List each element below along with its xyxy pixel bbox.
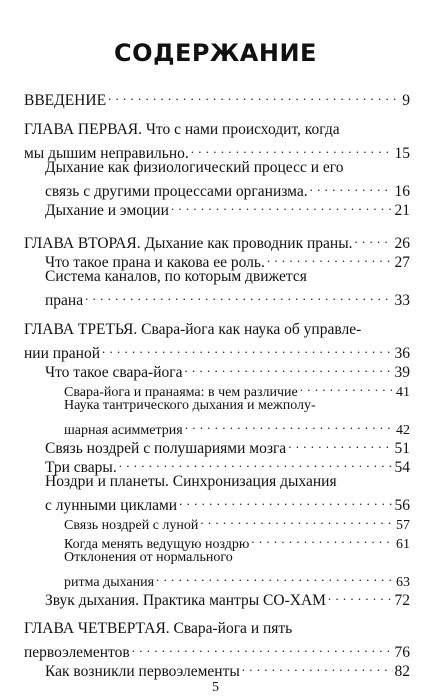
toc-entry-page: 9 [402,92,410,109]
leader-dots [85,286,392,305]
leader-dots [156,567,394,586]
leader-dots [185,358,393,377]
leader-dots [191,139,393,158]
toc-entry-page: 39 [394,364,410,381]
toc-entry-page: 72 [394,592,410,609]
toc-entry [45,657,410,681]
toc-entry-text: Когда менять ведущую ноздрю [64,537,250,552]
toc-entry [45,267,410,286]
leader-dots [242,657,393,676]
leader-dots [354,229,392,248]
toc-entry-text: Ноздри и планеты. Синхронизация дыхания [45,473,337,490]
toc-entry [24,86,410,110]
toc-entry-text: с лунными циклами [45,497,178,514]
toc-entry-page: 42 [396,423,410,438]
toc-entry-page: 76 [394,644,410,661]
toc-entry-page: 51 [394,440,410,457]
toc-entry-text: Что такое прана и какова ее роль. [45,254,265,271]
toc-entry-text: нии праной [24,345,101,362]
toc-entry-page: 56 [394,497,410,514]
toc-entry [24,320,410,339]
toc-entry [64,396,410,415]
toc-entry [24,619,410,638]
toc-entry-text: первоэлементов [24,644,130,661]
toc-entry-text: ГЛАВА ПЕРВАЯ. Что с нами происходит, когда [24,121,340,138]
leader-dots [310,177,393,196]
leader-dots [300,377,394,396]
toc-entry-text: связь с другими процессами организма. [45,183,308,200]
toc-entry-page: 16 [394,183,410,200]
leader-dots [200,510,394,529]
toc-entry-text: Звук дыхания. Практика мантры СО-ХАМ [45,592,326,609]
toc-entry [45,472,410,491]
leader-dots [171,196,393,215]
toc-entry [24,120,410,139]
toc-entry-text: Система каналов, по которым движется [45,268,307,285]
toc-entry-page: 61 [396,537,410,552]
toc-entry-page: 21 [394,202,410,219]
leader-dots [119,453,393,472]
toc-entry-text: ГЛАВА ВТОРАЯ. Дыхание как проводник праны. [24,235,353,252]
toc-entry-page: 36 [394,345,410,362]
toc-entry-text: Что такое свара-йога [45,364,183,381]
toc-entry-text: Отклонения от нормального [64,550,233,565]
toc-entry-page: 54 [394,459,410,476]
leader-dots [179,491,392,510]
toc-entry-text: шарная асимметрия [64,423,183,438]
toc-entry-page: 27 [394,254,410,271]
toc-entry-text: Как возникли первоэлементы [45,663,240,680]
toc-entry-text: Свара-йога и пранаяма: в чем различие [64,385,298,400]
leader-dots [102,339,392,358]
toc-entry-text: мы дышим неправильно. [24,145,189,162]
toc-entry [64,548,410,567]
leader-dots [251,529,394,548]
toc-entry-page: 63 [396,575,410,590]
toc-entry [45,586,410,610]
toc-entry-page: 57 [396,518,410,533]
toc-entry-text: Наука тантрического дыхания и межполу- [64,398,316,413]
toc-entry [45,286,410,310]
toc-entry [45,196,410,220]
toc-entry-page: 82 [394,663,410,680]
toc-entry [45,158,410,177]
toc-entry-text: Дыхание как физиологический процесс и его [45,159,344,176]
page-number: 5 [212,680,219,695]
toc-entry-text: прана [45,292,84,309]
toc-entry-text: Три свары. [45,459,117,476]
toc-entry-page: 15 [394,145,410,162]
toc-entry-text: ГЛАВА ЧЕТВЕРТАЯ. Свара-йога и пять [24,620,293,637]
toc-entry-text: ВВЕДЕНИЕ [24,92,107,109]
leader-dots [328,586,393,605]
leader-dots [267,248,393,267]
toc-entry-page: 41 [396,385,410,400]
toc-entry-page: 26 [394,235,410,252]
toc-entry-page: 33 [394,292,410,309]
toc-entry-text: ГЛАВА ТРЕТЬЯ. Свара-йога как наука об управле- [24,321,362,338]
toc-entry-text: Связь ноздрей с полушариями мозга [45,440,287,457]
leader-dots [288,434,392,453]
leader-dots [185,415,394,434]
toc-entry-text: ритма дыхания [64,575,155,590]
leader-dots [108,86,400,105]
toc-entry-text: Дыхание и эмоции [45,202,169,219]
toc-entry-text: Связь ноздрей с луной [64,518,199,533]
page-title: СОДЕРЖАНИЕ [114,39,317,67]
leader-dots [132,638,393,657]
